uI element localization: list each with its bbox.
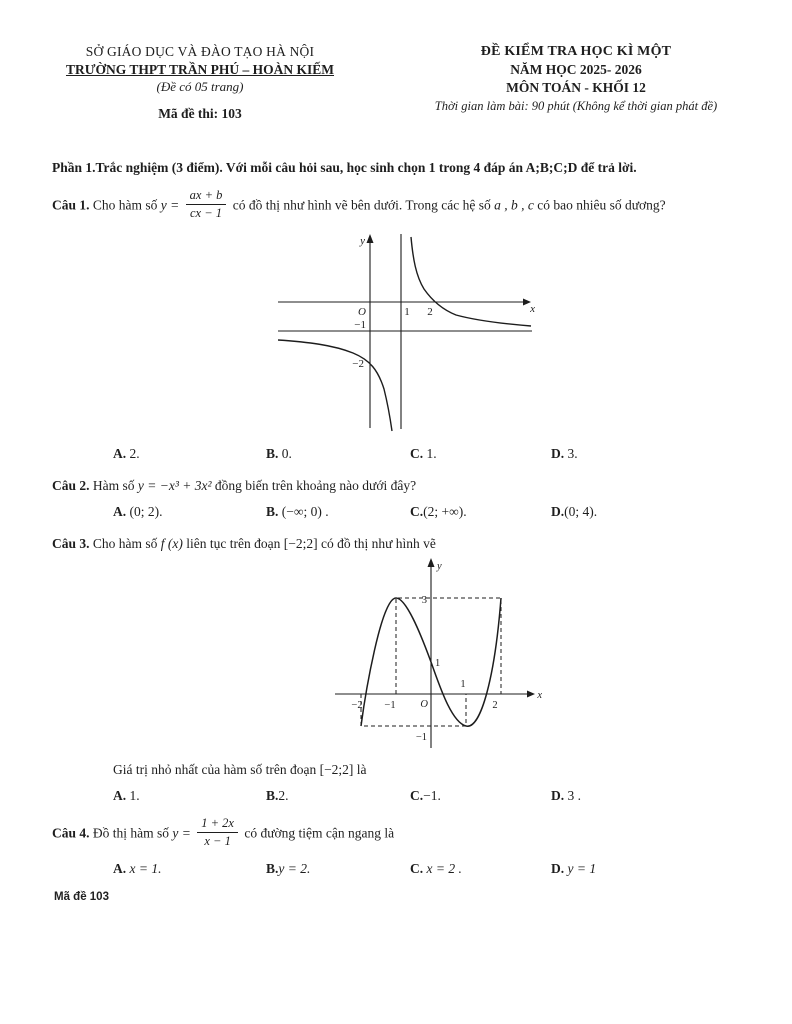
answer-text: x = 2 . <box>423 861 462 876</box>
answer-option-b <box>266 446 410 462</box>
q3-graph-svg <box>333 556 545 752</box>
answer-letter: C. <box>410 446 424 461</box>
question-3-subtext: Giá trị nhỏ nhất của hàm số trên đoạn [−2;2] là <box>113 762 367 777</box>
answer-option-b <box>266 788 410 804</box>
question-3-function: f (x) <box>160 536 183 551</box>
header-left-block <box>52 44 348 122</box>
fraction-numerator: ax + b <box>186 188 227 205</box>
question-3-label: Câu 3. <box>52 536 90 551</box>
answer-letter: A. <box>113 446 127 461</box>
answer-text: 0. <box>278 446 292 461</box>
fig2-tick-x-minus1: −1 <box>384 700 396 711</box>
answer-text: 3. <box>564 446 578 461</box>
answer-option-c <box>410 788 551 804</box>
answer-letter: A. <box>113 504 127 519</box>
answer-option-c <box>410 504 551 520</box>
answer-option-a <box>113 861 266 877</box>
fig1-tick-y-minus2: −2 <box>352 358 364 370</box>
question-2-stem <box>52 478 752 494</box>
fig2-x-arrow <box>527 691 535 698</box>
answer-text: −1. <box>423 788 441 803</box>
answer-text: (2; +∞). <box>423 504 467 519</box>
question-1-formula-lhs: y = <box>160 197 180 213</box>
fig1-tick-x1: 1 <box>404 306 410 318</box>
answer-text: 3 . <box>564 788 581 803</box>
answer-letter: D. <box>551 504 565 519</box>
answer-option-c <box>410 861 551 877</box>
answer-letter: B. <box>266 504 279 519</box>
fig1-x-axis-label: x <box>530 303 535 315</box>
question-2-label: Câu 2. <box>52 478 90 493</box>
question-2-pre: Hàm số <box>92 478 135 493</box>
fig1-tick-y-minus1: −1 <box>354 319 366 331</box>
answer-letter: C. <box>410 788 424 803</box>
fig2-tick-y1: 1 <box>435 658 441 669</box>
page-count-note: (Đề có 05 trang) <box>156 79 244 94</box>
header-right-block <box>348 44 752 114</box>
fig2-tick-y-minus1: −1 <box>415 732 427 743</box>
answer-letter: B. <box>266 446 279 461</box>
question-1-answers <box>113 446 752 462</box>
school-year: NĂM HỌC 2025- 2026 <box>510 62 642 77</box>
question-1-stem <box>52 190 752 223</box>
q1-graph-svg <box>278 231 538 436</box>
fig2-tick-x-minus2: −2 <box>351 700 363 711</box>
school-name: TRƯỜNG THPT TRẦN PHÚ – HOÀN KIẾM <box>65 62 335 77</box>
exam-title: ĐỀ KIỂM TRA HỌC KÌ MỘT <box>480 44 672 59</box>
answer-option-d <box>551 788 752 804</box>
answer-text: 2. <box>126 446 140 461</box>
answer-text: y = 2. <box>278 861 311 876</box>
answer-letter: A. <box>113 861 127 876</box>
fig2-tick-x2: 2 <box>492 700 498 711</box>
answer-text: 1. <box>423 446 437 461</box>
question-3-figure <box>333 556 752 752</box>
fig2-y-axis-label: y <box>437 561 442 572</box>
answer-letter: C. <box>410 504 424 519</box>
fraction-numerator: 1 + 2x <box>197 816 238 833</box>
subject-grade: MÔN TOÁN - KHỐI 12 <box>506 80 646 95</box>
question-1-label: Câu 1. <box>52 197 90 213</box>
question-1-post: có đồ thị như hình vẽ bên dưới. Trong các hệ số <box>232 197 491 213</box>
question-2-answers <box>113 504 752 520</box>
document-header <box>52 44 752 122</box>
answer-text: x = 1. <box>126 861 162 876</box>
answer-letter: A. <box>113 788 127 803</box>
question-1-coefficients: a , b , c <box>494 197 534 213</box>
question-2-formula: y = −x³ + 3x² <box>137 478 212 493</box>
exam-duration: Thời gian làm bài: 90 phút (Không kể thời gian phát đề) <box>434 99 718 113</box>
answer-option-d <box>551 504 752 520</box>
question-3-pre: Cho hàm số <box>92 536 158 551</box>
answer-option-c <box>410 446 551 462</box>
question-4-pre: Đồ thị hàm số <box>92 825 170 841</box>
page-footer-exam-code: Mã đề 103 <box>54 891 109 903</box>
fraction-denominator: x − 1 <box>204 834 231 848</box>
issuing-department: SỞ GIÁO DỤC VÀ ĐÀO TẠO HÀ NỘI <box>85 44 315 59</box>
question-1-post2: có bao nhiêu số dương? <box>537 197 666 213</box>
section-heading: Phần 1.Trắc nghiệm (3 điểm). Với mỗi câu hỏi sau, học sinh chọn 1 trong 4 đáp án A;B;C;D để trả lời. <box>52 160 637 175</box>
answer-option-d <box>551 861 752 877</box>
fraction-denominator: cx − 1 <box>189 206 223 220</box>
fig2-tick-y3: 3 <box>421 595 427 606</box>
answer-text: (0; 2). <box>126 504 163 519</box>
fig1-origin-label: O <box>358 306 366 318</box>
answer-text: 1. <box>126 788 140 803</box>
answer-text: (0; 4). <box>564 504 598 519</box>
question-1-pre: Cho hàm số <box>92 197 158 213</box>
question-3-answers <box>113 788 752 804</box>
fig1-curve-left-branch <box>278 340 392 431</box>
question-4-post: có đường tiệm cận ngang là <box>244 825 395 841</box>
answer-letter: D. <box>551 446 565 461</box>
answer-letter: C. <box>410 861 424 876</box>
answer-option-a <box>113 504 266 520</box>
question-3-post: liên tục trên đoạn [−2;2] có đồ thị như hình vẽ <box>186 536 436 551</box>
question-4-label: Câu 4. <box>52 825 90 841</box>
answer-letter: D. <box>551 861 565 876</box>
answer-option-b <box>266 861 410 877</box>
answer-text: y = 1 <box>564 861 597 876</box>
question-4-formula-lhs: y = <box>172 825 191 841</box>
exam-code: Mã đề thi: 103 <box>158 106 242 121</box>
answer-option-a <box>113 788 266 804</box>
question-2-post: đồng biến trên khoảng nào dưới đây? <box>214 478 417 493</box>
question-4-fraction <box>197 816 238 849</box>
question-4-stem <box>52 818 752 851</box>
answer-letter: B. <box>266 788 279 803</box>
question-3-stem <box>52 536 752 552</box>
answer-option-d <box>551 446 752 462</box>
fig2-origin-label: O <box>420 699 428 710</box>
fig1-tick-x2: 2 <box>427 306 433 318</box>
fig2-tick-x1: 1 <box>460 679 466 690</box>
answer-letter: B. <box>266 861 279 876</box>
answer-option-b <box>266 504 410 520</box>
answer-letter: D. <box>551 788 565 803</box>
fig2-dashed-guides-top <box>396 598 501 694</box>
question-4-answers <box>113 861 752 877</box>
answer-text: (−∞; 0) . <box>278 504 329 519</box>
answer-text: 2. <box>278 788 289 803</box>
question-1-fraction <box>186 188 227 221</box>
answer-option-a <box>113 446 266 462</box>
fig2-y-arrow <box>428 558 435 567</box>
fig2-x-axis-label: x <box>537 690 542 701</box>
question-1-figure <box>278 231 752 436</box>
fig1-y-axis-label: y <box>360 235 365 247</box>
fig1-y-arrow <box>367 234 374 243</box>
